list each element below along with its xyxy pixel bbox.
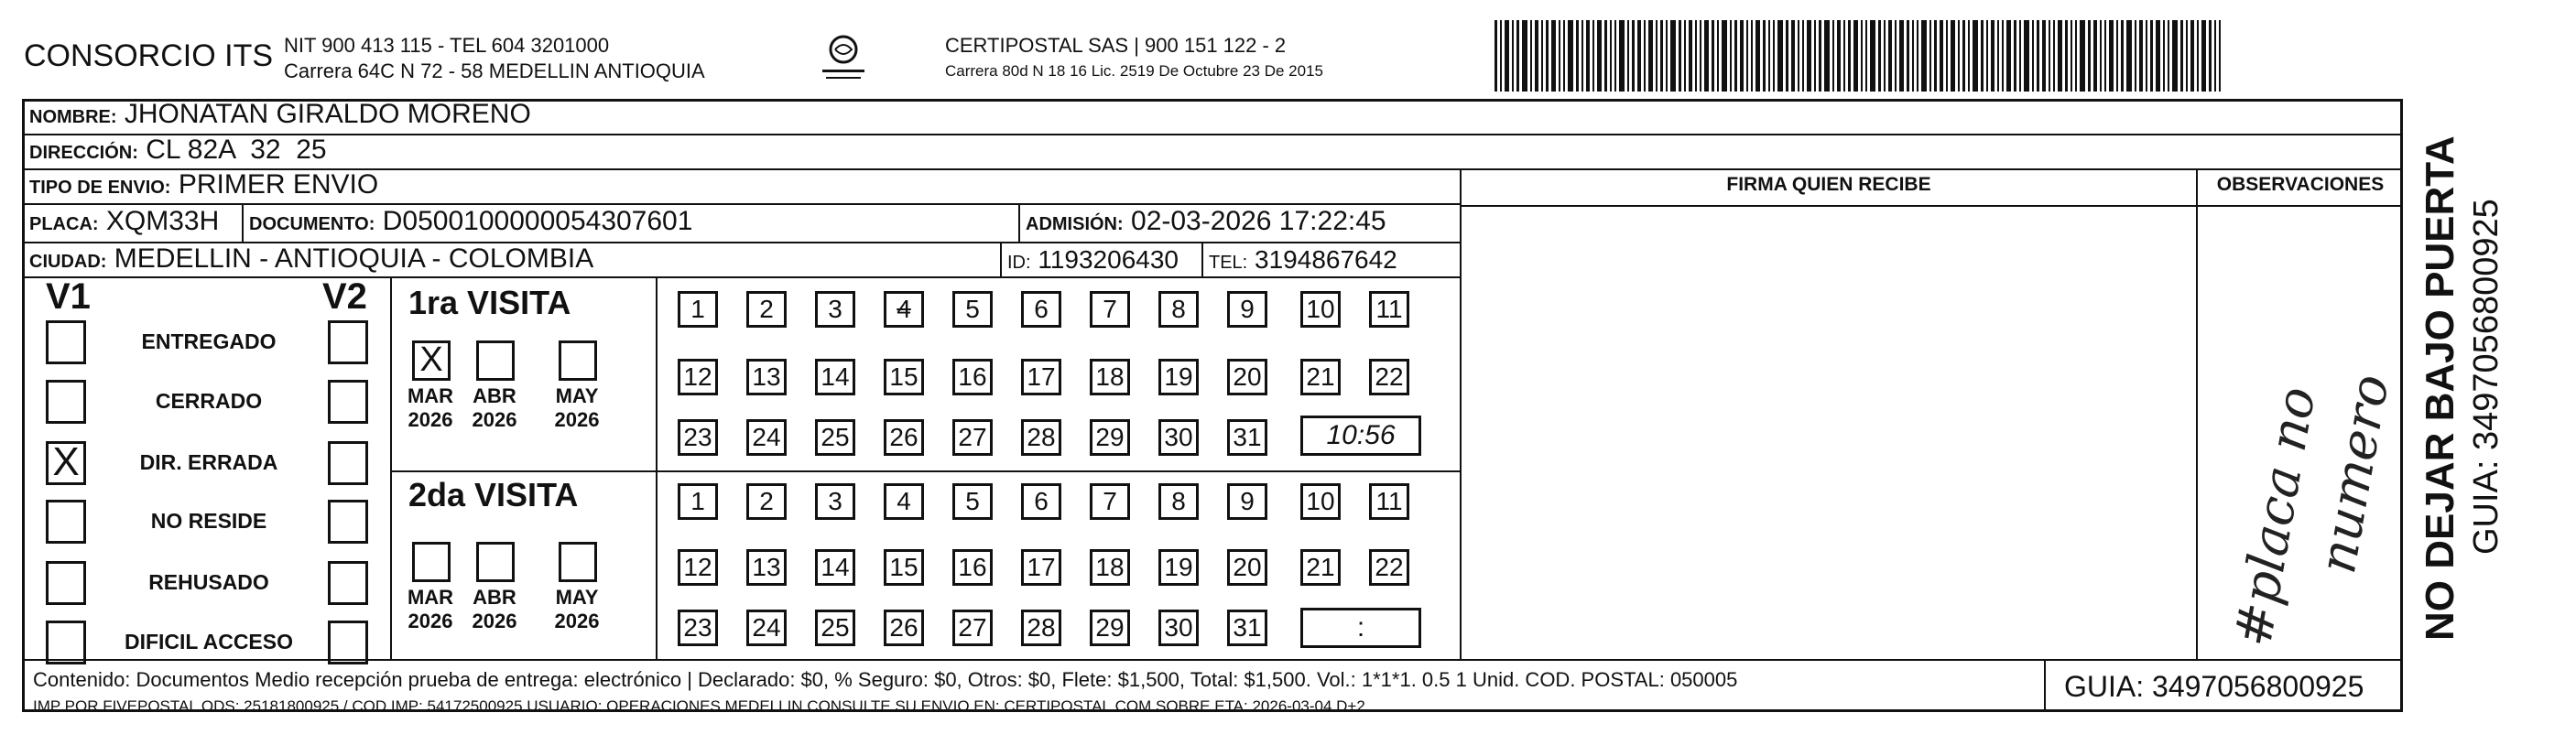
no-dejar-warning: NO DEJAR BAJO PUERTA <box>2418 135 2462 641</box>
barcode-bar <box>1512 20 1514 92</box>
month-year: 2026 <box>472 408 517 431</box>
status-label: CERRADO <box>155 389 263 413</box>
certipostal-info <box>945 33 1323 84</box>
barcode-bar <box>1700 20 1701 92</box>
first-visit-day-26[interactable]: 26 <box>884 419 924 456</box>
second-visit-day-9[interactable]: 9 <box>1227 483 1267 520</box>
first-visit-day-29[interactable]: 29 <box>1090 419 1130 456</box>
barcode-bar <box>1704 20 1709 92</box>
barcode-bar <box>1712 20 1714 92</box>
first-visit-day-12[interactable]: 12 <box>678 359 718 395</box>
second-visit-day-27[interactable]: 27 <box>952 610 993 646</box>
nombre-label: NOMBRE: <box>29 107 117 127</box>
barcode-bar <box>1535 20 1538 92</box>
barcode-bar <box>1546 20 1549 92</box>
tel-label: TEL: <box>1209 253 1248 273</box>
barcode-bar <box>1848 20 1851 92</box>
barcode-bar <box>1751 20 1753 92</box>
barcode-bar <box>1912 20 1914 92</box>
barcode-bar <box>1843 20 1845 92</box>
first-visit-month-label <box>467 384 522 432</box>
barcode-bar <box>1730 20 1732 92</box>
barcode-bar <box>1660 20 1663 92</box>
second-visit-month-label <box>467 586 522 633</box>
barcode-bar <box>1981 20 1984 92</box>
second-visit-day-4[interactable]: 4 <box>884 483 924 520</box>
divider <box>1460 168 1462 659</box>
barcode-bar <box>2126 20 2132 92</box>
status-label: DIFICIL ACCESO <box>124 630 293 653</box>
barcode-bar <box>1746 20 1748 92</box>
first-visit-day-24[interactable]: 24 <box>746 419 787 456</box>
second-visit-day-13[interactable]: 13 <box>746 549 787 586</box>
nombre-field <box>29 99 531 130</box>
id-label: ID: <box>1007 253 1031 273</box>
barcode-bar <box>1773 20 1775 92</box>
v1-header: V1 <box>46 276 91 317</box>
second-visit-day-28[interactable]: 28 <box>1021 610 1061 646</box>
barcode-bar <box>2135 20 2136 92</box>
barcode-bar <box>2093 20 2097 92</box>
second-visit-day-29[interactable]: 29 <box>1090 610 1130 646</box>
barcode-bar <box>1807 20 1811 92</box>
barcode-bar <box>1837 20 1841 92</box>
barcode-bar <box>1973 20 1978 92</box>
first-visit-month-checkbox[interactable] <box>476 340 515 381</box>
second-visit-day-8[interactable]: 8 <box>1158 483 1199 520</box>
barcode-bar <box>1648 20 1653 92</box>
second-visit-title: 2da VISITA <box>408 476 579 513</box>
barcode-bar <box>1684 20 1686 92</box>
first-visit-day-17[interactable]: 17 <box>1021 359 1061 395</box>
status-v2-checkbox[interactable] <box>328 500 368 544</box>
barcode-bar <box>1958 20 1960 92</box>
barcode-bar <box>1802 20 1804 92</box>
first-visit-day-16[interactable]: 16 <box>952 359 993 395</box>
status-v1-checkbox[interactable] <box>46 320 86 364</box>
month-year: 2026 <box>554 610 600 632</box>
barcode-bar <box>2197 20 2199 92</box>
month-name: MAY <box>555 586 599 609</box>
second-visit-day-31[interactable]: 31 <box>1227 610 1267 646</box>
barcode-bar <box>1865 20 1867 92</box>
tipo-envio-field <box>29 169 378 200</box>
barcode-bar <box>1946 20 1948 92</box>
barcode-bar <box>1604 20 1607 92</box>
company-name: CONSORCIO ITS <box>24 38 274 73</box>
id-field <box>1007 245 1179 275</box>
barcode-bar <box>1516 20 1519 92</box>
second-visit-month-checkbox[interactable] <box>412 542 451 582</box>
barcode-bar <box>1870 20 1875 92</box>
divider <box>22 276 1460 278</box>
first-visit-day-14[interactable]: 14 <box>815 359 855 395</box>
barcode-bar <box>1951 20 1955 92</box>
second-visit-day-1[interactable]: 1 <box>678 483 718 520</box>
first-visit-month-label <box>403 384 458 432</box>
second-visit-day-17[interactable]: 17 <box>1021 549 1061 586</box>
divider <box>390 470 1460 472</box>
direccion-field <box>29 135 327 166</box>
barcode-bar <box>1568 20 1573 92</box>
divider <box>1201 242 1203 276</box>
divider <box>22 168 2403 170</box>
second-visit-day-26[interactable]: 26 <box>884 610 924 646</box>
first-visit-month-label <box>549 384 604 432</box>
barcode-bar <box>1986 20 1988 92</box>
barcode-bar <box>2049 20 2050 92</box>
status-v2-checkbox[interactable] <box>328 441 368 485</box>
month-year: 2026 <box>408 408 453 431</box>
first-visit-day-2[interactable]: 2 <box>746 291 787 328</box>
month-year: 2026 <box>554 408 600 431</box>
barcode-bar <box>1740 20 1744 92</box>
second-visit-month-label <box>549 586 604 633</box>
first-visit-day-20[interactable]: 20 <box>1227 359 1267 395</box>
first-visit-day-27[interactable]: 27 <box>952 419 993 456</box>
barcode-bar <box>1522 20 1527 92</box>
barcode-bar <box>1695 20 1697 92</box>
second-visit-day-24[interactable]: 24 <box>746 610 787 646</box>
first-visit-month-checkbox[interactable] <box>559 340 597 381</box>
barcode-bar <box>1614 20 1616 92</box>
first-visit-day-4[interactable]: 4 <box>884 291 924 328</box>
barcode-bar <box>2163 20 2165 92</box>
second-visit-day-23[interactable]: 23 <box>678 610 718 646</box>
first-visit-day-6[interactable]: 6 <box>1021 291 1061 328</box>
company-address: Carrera 64C N 72 - 58 MEDELLIN ANTIOQUIA <box>284 59 705 82</box>
first-visit-day-19[interactable]: 19 <box>1158 359 1199 395</box>
first-visit-time[interactable]: 10:56 <box>1300 416 1421 456</box>
barcode-bar <box>1763 20 1766 92</box>
direccion-label: DIRECCIÓN: <box>29 143 138 163</box>
barcode-bar <box>1921 20 1927 92</box>
barcode-bar <box>1755 20 1760 92</box>
barcode-bar <box>2075 20 2077 92</box>
barcode-bar <box>1592 20 1594 92</box>
certipostal-line: CERTIPOSTAL SAS | 900 151 122 - 2 <box>945 34 1287 57</box>
divider <box>1460 205 2403 207</box>
barcode-bar <box>2209 20 2212 92</box>
barcode-bar <box>2080 20 2085 92</box>
second-visit-day-18[interactable]: 18 <box>1090 549 1130 586</box>
second-visit-day-7[interactable]: 7 <box>1090 483 1130 520</box>
barcode-bar <box>2088 20 2091 92</box>
divider <box>2196 168 2198 659</box>
barcode-bar <box>2019 20 2021 92</box>
barcode-bar <box>1505 20 1509 92</box>
status-label: ENTREGADO <box>141 329 277 353</box>
first-visit-day-31[interactable]: 31 <box>1227 419 1267 456</box>
status-label: REHUSADO <box>148 570 269 594</box>
status-v1-checkbox[interactable] <box>46 380 86 424</box>
id-value: 1193206430 <box>1038 245 1179 274</box>
first-visit-day-3[interactable]: 3 <box>815 291 855 328</box>
barcode-bar <box>2150 20 2153 92</box>
barcode-bar <box>1884 20 1886 92</box>
tipo-envio-value: PRIMER ENVIO <box>178 169 379 200</box>
v2-header: V2 <box>322 276 367 317</box>
barcode-bar <box>2071 20 2072 92</box>
footer-contents: Contenido: Documentos Medio recepción prueba de entrega: electrónico | Declarado: $0, % Seguro: $0, Otros: $0, Flete: $1,500, Total: $1,500. Vol.: 1*1*1. 0.5 1 Unid. COD. POSTAL: 050005 <box>33 668 1738 691</box>
month-name: ABR <box>473 586 516 609</box>
barcode-bar <box>1576 20 1579 92</box>
barcode-icon <box>1495 20 2227 92</box>
first-visit-title: 1ra VISITA <box>408 284 571 321</box>
first-visit-day-25[interactable]: 25 <box>815 419 855 456</box>
barcode-bar <box>1878 20 1881 92</box>
first-visit-month-checkbox[interactable]: X <box>412 340 451 381</box>
barcode-bar <box>1814 20 1816 92</box>
barcode-bar <box>1717 20 1719 92</box>
documento-field <box>249 206 692 237</box>
month-year: 2026 <box>408 610 453 632</box>
second-visit-day-30[interactable]: 30 <box>1158 610 1199 646</box>
ciudad-field <box>29 243 593 275</box>
status-v2-checkbox[interactable] <box>328 561 368 605</box>
first-visit-day-23[interactable]: 23 <box>678 419 718 456</box>
first-visit-day-28[interactable]: 28 <box>1021 419 1061 456</box>
certipostal-license: Carrera 80d N 18 16 Lic. 2519 De Octubre 23 De 2015 <box>945 62 1323 80</box>
barcode-bar <box>2146 20 2147 92</box>
direccion-value: CL 82A 32 25 <box>146 135 327 165</box>
barcode-bar <box>1541 20 1543 92</box>
month-name: MAR <box>407 384 454 407</box>
second-visit-day-15[interactable]: 15 <box>884 549 924 586</box>
status-v2-checkbox[interactable] <box>328 320 368 364</box>
placa-value: XQM33H <box>105 206 220 236</box>
barcode-bar <box>1861 20 1863 92</box>
nit-line: NIT 900 413 115 - TEL 604 3201000 <box>284 34 610 57</box>
barcode-bar <box>1666 20 1668 92</box>
divider <box>22 659 2403 661</box>
barcode-bar <box>1656 20 1658 92</box>
tel-value: 3194867642 <box>1255 245 1397 274</box>
barcode-bar <box>2053 20 2055 92</box>
barcode-bar <box>2201 20 2206 92</box>
divider <box>656 276 658 659</box>
status-v1-checkbox[interactable] <box>46 621 86 664</box>
barcode-bar <box>1798 20 1799 92</box>
barcode-bar <box>2037 20 2039 92</box>
barcode-bar <box>1495 20 1497 92</box>
tipo-envio-label: TIPO DE ENVIO: <box>29 178 171 198</box>
barcode-bar <box>1824 20 1830 92</box>
barcode-bar <box>1786 20 1788 92</box>
barcode-bar <box>1586 20 1590 92</box>
barcode-bar <box>1597 20 1602 92</box>
barcode-bar <box>1929 20 1931 92</box>
month-name: MAR <box>407 586 454 609</box>
status-v1-checkbox[interactable]: X <box>46 441 86 485</box>
status-label: NO RESIDE <box>150 509 267 533</box>
barcode-bar <box>2032 20 2034 92</box>
barcode-bar <box>1644 20 1646 92</box>
barcode-bar <box>2002 20 2004 92</box>
first-visit-day-22[interactable]: 22 <box>1369 359 1409 395</box>
barcode-bar <box>1832 20 1834 92</box>
observation-handwriting-1: #placa no <box>2223 382 2328 652</box>
barcode-bar <box>1670 20 1676 92</box>
second-visit-day-2[interactable]: 2 <box>746 483 787 520</box>
divider <box>22 203 1460 205</box>
barcode-bar <box>2065 20 2068 92</box>
first-visit-day-21[interactable]: 21 <box>1300 359 1341 395</box>
admision-field <box>1026 206 1386 237</box>
first-visit-day-18[interactable]: 18 <box>1090 359 1130 395</box>
observaciones-header: OBSERVACIONES <box>2216 174 2385 195</box>
barcode-bar <box>2168 20 2169 92</box>
barcode-bar <box>1917 20 1918 92</box>
ciudad-value: MEDELLIN - ANTIOQUIA - COLOMBIA <box>114 243 594 274</box>
second-visit-day-19[interactable]: 19 <box>1158 549 1199 586</box>
barcode-bar <box>2139 20 2143 92</box>
status-v2-checkbox[interactable] <box>328 380 368 424</box>
first-visit-day-15[interactable]: 15 <box>884 359 924 395</box>
observation-handwriting-2: numero <box>2308 370 2402 578</box>
barcode-bar <box>1632 20 1635 92</box>
first-visit-day-1[interactable]: 1 <box>678 291 718 328</box>
barcode-bar <box>2100 20 2102 92</box>
barcode-bar <box>2186 20 2188 92</box>
tel-field <box>1209 245 1397 275</box>
barcode-bar <box>2180 20 2183 92</box>
second-visit-day-25[interactable]: 25 <box>815 610 855 646</box>
barcode-bar <box>1637 20 1641 92</box>
divider <box>2044 659 2046 712</box>
company-info <box>284 33 705 84</box>
firma-header: FIRMA QUIEN RECIBE <box>1726 174 1931 195</box>
barcode-bar <box>2109 20 2114 92</box>
divider <box>1018 203 1020 242</box>
month-name: ABR <box>473 384 516 407</box>
second-visit-day-14[interactable]: 14 <box>815 549 855 586</box>
barcode-bar <box>2190 20 2194 92</box>
barcode-bar <box>2014 20 2016 92</box>
second-visit-day-11[interactable]: 11 <box>1369 483 1409 520</box>
barcode-bar <box>1888 20 1892 92</box>
status-v1-checkbox[interactable] <box>46 500 86 544</box>
first-visit-day-11[interactable]: 11 <box>1369 291 1409 328</box>
barcode-bar <box>1559 20 1560 92</box>
first-visit-day-8[interactable]: 8 <box>1158 291 1199 328</box>
barcode-bar <box>1722 20 1727 92</box>
month-name: MAY <box>555 384 599 407</box>
month-year: 2026 <box>472 610 517 632</box>
barcode-bar <box>2172 20 2178 92</box>
second-visit-day-10[interactable]: 10 <box>1300 483 1341 520</box>
barcode-bar <box>2006 20 2011 92</box>
first-visit-day-30[interactable]: 30 <box>1158 419 1199 456</box>
footer-guia: GUIA: 3497056800925 <box>2064 670 2364 703</box>
barcode-bar <box>1500 20 1502 92</box>
barcode-bar <box>2058 20 2062 92</box>
barcode-bar <box>1968 20 1970 92</box>
placa-label: PLACA: <box>29 214 99 234</box>
ciudad-label: CIUDAD: <box>29 252 107 272</box>
barcode-bar <box>1563 20 1565 92</box>
second-visit-day-5[interactable]: 5 <box>952 483 993 520</box>
barcode-bar <box>1777 20 1783 92</box>
second-visit-day-3[interactable]: 3 <box>815 483 855 520</box>
barcode-bar <box>1734 20 1737 92</box>
side-guia: GUIA: 3497056800925 <box>2467 199 2505 555</box>
admision-value: 02-03-2026 17:22:45 <box>1131 206 1386 236</box>
barcode-bar <box>2214 20 2216 92</box>
barcode-bar <box>1991 20 1994 92</box>
divider <box>242 203 244 242</box>
barcode-bar <box>2116 20 2118 92</box>
barcode-bar <box>1899 20 1904 92</box>
divider <box>22 134 2403 135</box>
barcode-bar <box>1627 20 1629 92</box>
first-visit-day-5[interactable]: 5 <box>952 291 993 328</box>
barcode-bar <box>1768 20 1770 92</box>
divider <box>390 276 392 659</box>
nombre-value: JHONATAN GIRALDO MORENO <box>124 99 531 129</box>
certipostal-logo-icon <box>815 29 872 86</box>
second-visit-day-22[interactable]: 22 <box>1369 549 1409 586</box>
first-visit-day-10[interactable]: 10 <box>1300 291 1341 328</box>
barcode-bar <box>1962 20 1965 92</box>
second-visit-day-16[interactable]: 16 <box>952 549 993 586</box>
first-visit-day-9[interactable]: 9 <box>1227 291 1267 328</box>
second-visit-time[interactable]: : <box>1300 608 1421 648</box>
barcode-bar <box>1610 20 1612 92</box>
admision-label: ADMISIÓN: <box>1026 214 1124 234</box>
barcode-bar <box>1619 20 1625 92</box>
status-v1-checkbox[interactable] <box>46 561 86 605</box>
documento-label: DOCUMENTO: <box>249 214 375 234</box>
barcode-bar <box>1581 20 1583 92</box>
divider <box>1000 242 1002 276</box>
barcode-bar <box>1907 20 1909 92</box>
barcode-bar <box>2042 20 2046 92</box>
second-visit-day-20[interactable]: 20 <box>1227 549 1267 586</box>
second-visit-day-12[interactable]: 12 <box>678 549 718 586</box>
barcode-bar <box>1530 20 1532 92</box>
placa-field <box>29 206 219 237</box>
barcode-bar <box>1551 20 1556 92</box>
barcode-bar <box>2104 20 2106 92</box>
barcode-bar <box>1791 20 1795 92</box>
status-v2-checkbox[interactable] <box>328 621 368 664</box>
documento-value: D0500100000054307601 <box>382 206 693 236</box>
first-visit-day-13[interactable]: 13 <box>746 359 787 395</box>
barcode-bar <box>1689 20 1692 92</box>
footer-print-info: IMP POR FIVEPOSTAL ODS: 25181800925 / COD.IMP: 54172500925 USUARIO: OPERACIONES MEDELLIN CONSULTE SU ENVIO EN: CERTIPOSTAL.COM SOBRE ETA: 2026-03-04 D+2 <box>33 697 1365 715</box>
second-visit-month-checkbox[interactable] <box>559 542 597 582</box>
barcode-bar <box>1895 20 1897 92</box>
second-visit-day-6[interactable]: 6 <box>1021 483 1061 520</box>
second-visit-day-21[interactable]: 21 <box>1300 549 1341 586</box>
barcode-bar <box>1997 20 1999 92</box>
second-visit-month-label <box>403 586 458 633</box>
barcode-bar <box>2156 20 2160 92</box>
barcode-bar <box>1819 20 1821 92</box>
barcode-bar <box>1853 20 1858 92</box>
barcode-bar <box>2219 20 2221 92</box>
barcode-bar <box>1679 20 1681 92</box>
barcode-bar <box>2121 20 2124 92</box>
barcode-bar <box>1934 20 1937 92</box>
barcode-bar <box>2024 20 2029 92</box>
second-visit-month-checkbox[interactable] <box>476 542 515 582</box>
barcode-bar <box>1940 20 1943 92</box>
first-visit-day-7[interactable]: 7 <box>1090 291 1130 328</box>
status-label: DIR. ERRADA <box>139 450 278 474</box>
